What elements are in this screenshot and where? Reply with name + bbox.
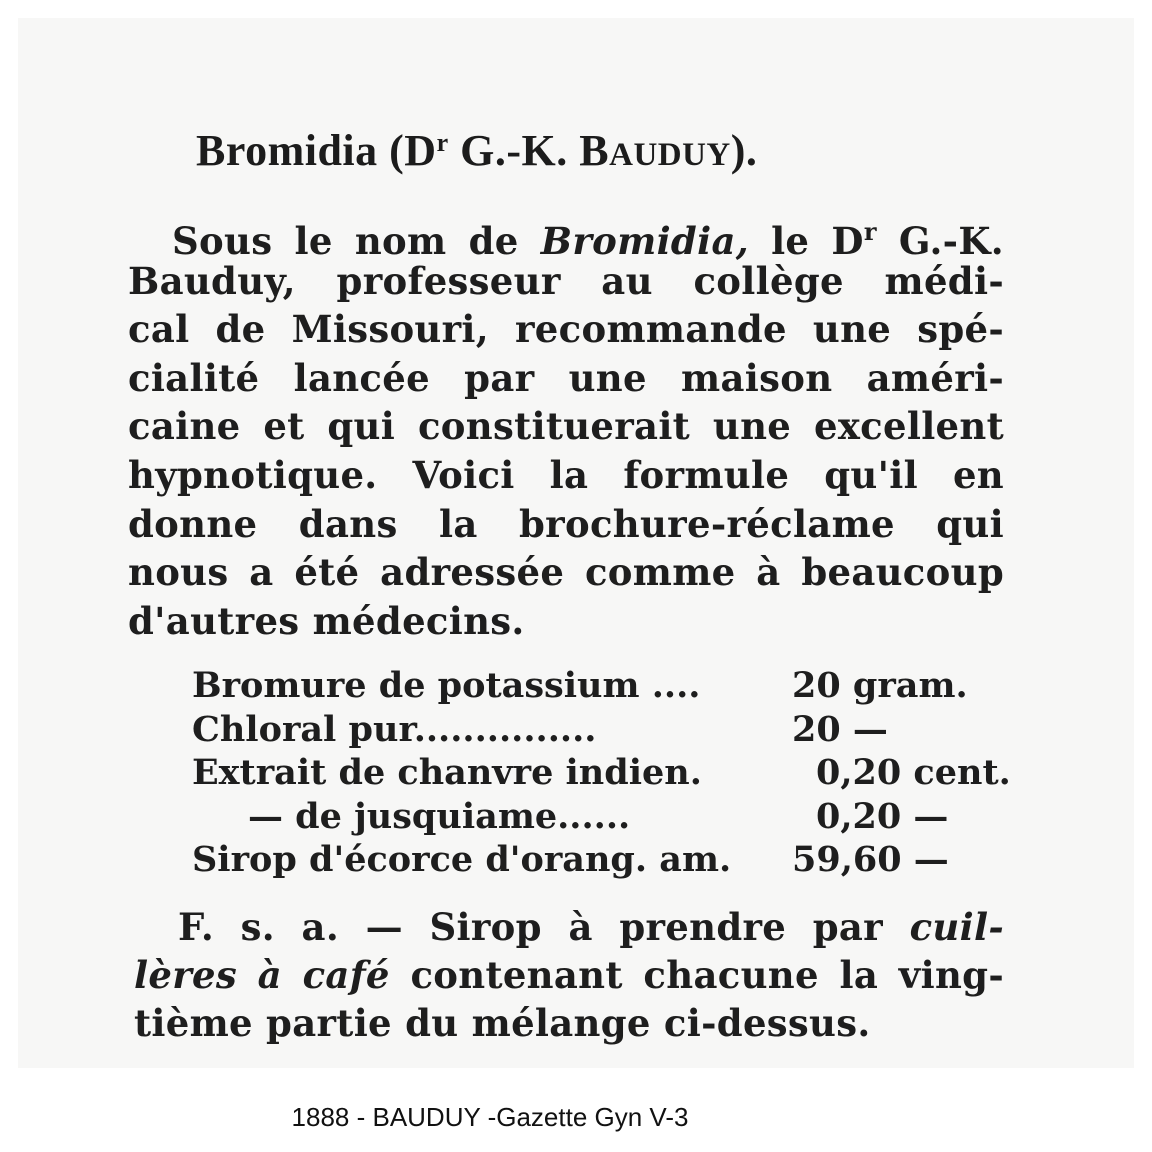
line-text: le D	[748, 219, 864, 263]
formula-quantity: 0,20 cent.	[816, 752, 1011, 793]
intro-paragraph	[128, 208, 1004, 645]
article-title	[196, 125, 757, 176]
title-name: Bromidia	[196, 126, 378, 175]
formula-quantity: 59,60 —	[792, 839, 949, 880]
formula-ingredient: Extrait de chanvre indien.	[192, 752, 702, 793]
formula-ingredient: Chloral pur...............	[192, 708, 597, 750]
line-text: F. s. a. — Sirop à prendre par	[178, 905, 910, 949]
formula-row	[192, 664, 1022, 708]
title-author-initials: G.-K.	[460, 126, 568, 175]
formula-ingredient: Sirop d'écorce d'orang. am.	[192, 839, 732, 880]
paragraph-line: nous a été adressée comme à beaucoup	[128, 550, 1004, 595]
paragraph-line	[128, 208, 1004, 263]
italic-text: lères à café	[134, 953, 390, 997]
paragraph-line: Bauduy, professeur au collège médi-	[128, 258, 1004, 303]
formula-row	[192, 838, 1022, 882]
formula-table	[192, 664, 1022, 882]
instructions-paragraph	[134, 903, 1004, 1047]
paragraph-line: cialité lancée par une maison améri-	[128, 355, 1004, 400]
paragraph-line: donne dans la brochure-réclame qui	[128, 501, 1004, 546]
title-author-sup: r	[436, 128, 449, 157]
formula-ingredient: Bromure de potassium ....	[192, 665, 701, 706]
title-author-suffix: ).	[730, 126, 758, 175]
line-text: contenant chacune la ving-	[389, 953, 1004, 997]
formula-ingredient: — de jusquiame......	[248, 795, 631, 837]
paragraph-line	[134, 951, 1004, 999]
paragraph-line: d'autres médecins.	[128, 598, 525, 643]
formula-quantity: 20 gram.	[792, 665, 968, 706]
superscript: r	[863, 217, 877, 246]
line-text: Sous le nom de	[172, 219, 541, 263]
title-author-prefix: (D	[389, 126, 437, 175]
title-surname-rest: AUDUY	[609, 137, 731, 173]
paragraph-line: cal de Missouri, recommande une spé-	[128, 307, 1004, 352]
italic-text: Bromidia,	[540, 219, 749, 263]
italic-text: cuil-	[909, 905, 1004, 949]
title-surname-initial: B	[579, 126, 610, 175]
paragraph-line	[134, 903, 1004, 951]
paragraph-line: tième partie du mélange ci-dessus.	[134, 1001, 871, 1045]
formula-row	[192, 708, 1022, 752]
paragraph-line: caine et qui constituerait une excellent	[128, 404, 1004, 449]
formula-row	[192, 751, 1022, 795]
formula-quantity: 20 —	[792, 708, 888, 750]
paragraph-line: hypnotique. Voici la formule qu'il en	[128, 452, 1004, 497]
formula-row	[192, 795, 1022, 839]
line-text: G.-K.	[876, 219, 1004, 263]
formula-quantity: 0,20 —	[816, 795, 949, 837]
source-caption: 1888 - BAUDUY -Gazette Gyn V-3	[291, 1102, 689, 1132]
